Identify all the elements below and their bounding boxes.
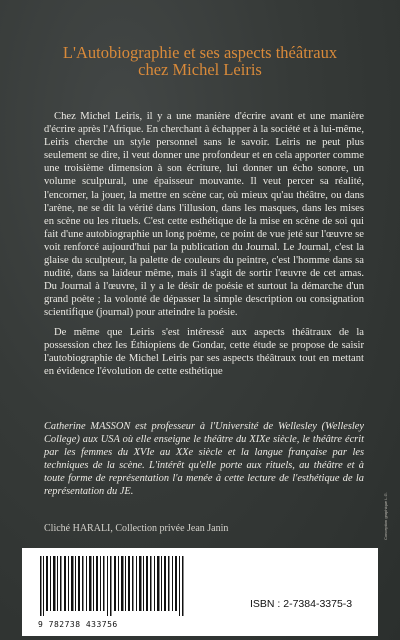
author-bio [44,420,364,498]
blurb-paragraph-1: Chez Michel Leiris, il y a une manière d'écrire avant et une manière d'écrire après l'Afrique. En cherchant à échapper à la société et à lui-même, Leiris cherche un style personnel sans le savoir. Leiris ne peut plus seulement se dire, il veut donner une profondeur et en cela apporter comme une troisième dimension à son écriture, lui donner un écho sonore, un volume sculptural, une épaisseur mouvante. Il veut percer sa réalité, l'encorner, la jouer, la mettre en scène car, où mieux qu'au théâtre, ou dans l'arène, ne se dit la vérité dans l'illusion, dans les masques, dans les mises en scène ou les rituels. C'est cette esthétique de la mise en scène de soi qui fait d'une autobiographie un long poème, ce point de vue jeté sur l'œuvre se voit renforcé aujourd'hui par la publication du Journal. Le Journal, c'est la glaise du sculpteur, la palette de couleurs du peintre, c'est l'homme dans sa nudité, dans sa laideur même, mais il s'agit de sortir l'œuvre de cet amas. Du Journal à l'œuvre, il y a le désir de poésie et surtout la démarche d'un grand poète ; la volonté de dépasser la simple description ou consignation scientifique (journal) pour atteindre la poésie. [44,111,364,319]
book-title [20,44,380,78]
isbn-number: ISBN : 2-7384-3375-3 [250,598,353,610]
blurb [44,110,364,384]
barcode-panel [22,548,378,636]
photo-credit: Cliché HARALI, Collection privée Jean Janin [44,523,229,534]
design-credit: Conception graphique L.G. [383,492,388,540]
title-line-2: chez Michel Leiris [138,60,262,79]
author-bio-text: est professeur à l'Université de Wellesley (Wellesley College) aux USA où elle enseigne le théâtre du XIXe siècle, le théâtre écrit par les femmes du XVIe au XXe siècle et la langue française par les techniques de la scène. L'intérêt qu'elle porte aux rituels, au théâtre et à toute forme de représentation l'a menée à cette lecture de l'esthétique de la représentation du JE. [44,421,364,497]
barcode-icon [38,556,188,616]
author-name: Catherine MASSON [44,421,131,432]
blurb-paragraph-2: De même que Leiris s'est intéressé aux aspects théâtraux de la possession chez les Éthiopiens de Gondar, cette étude se propose de saisir l'autobiographie de Michel Leiris par ses aspects théâtraux tout en mettant en évidence l'évolution de cette esthétique [44,326,364,377]
title-line-1: L'Autobiographie et ses aspects théâtraux [62,43,338,62]
barcode-digits: 9 782738 433756 [38,620,118,629]
